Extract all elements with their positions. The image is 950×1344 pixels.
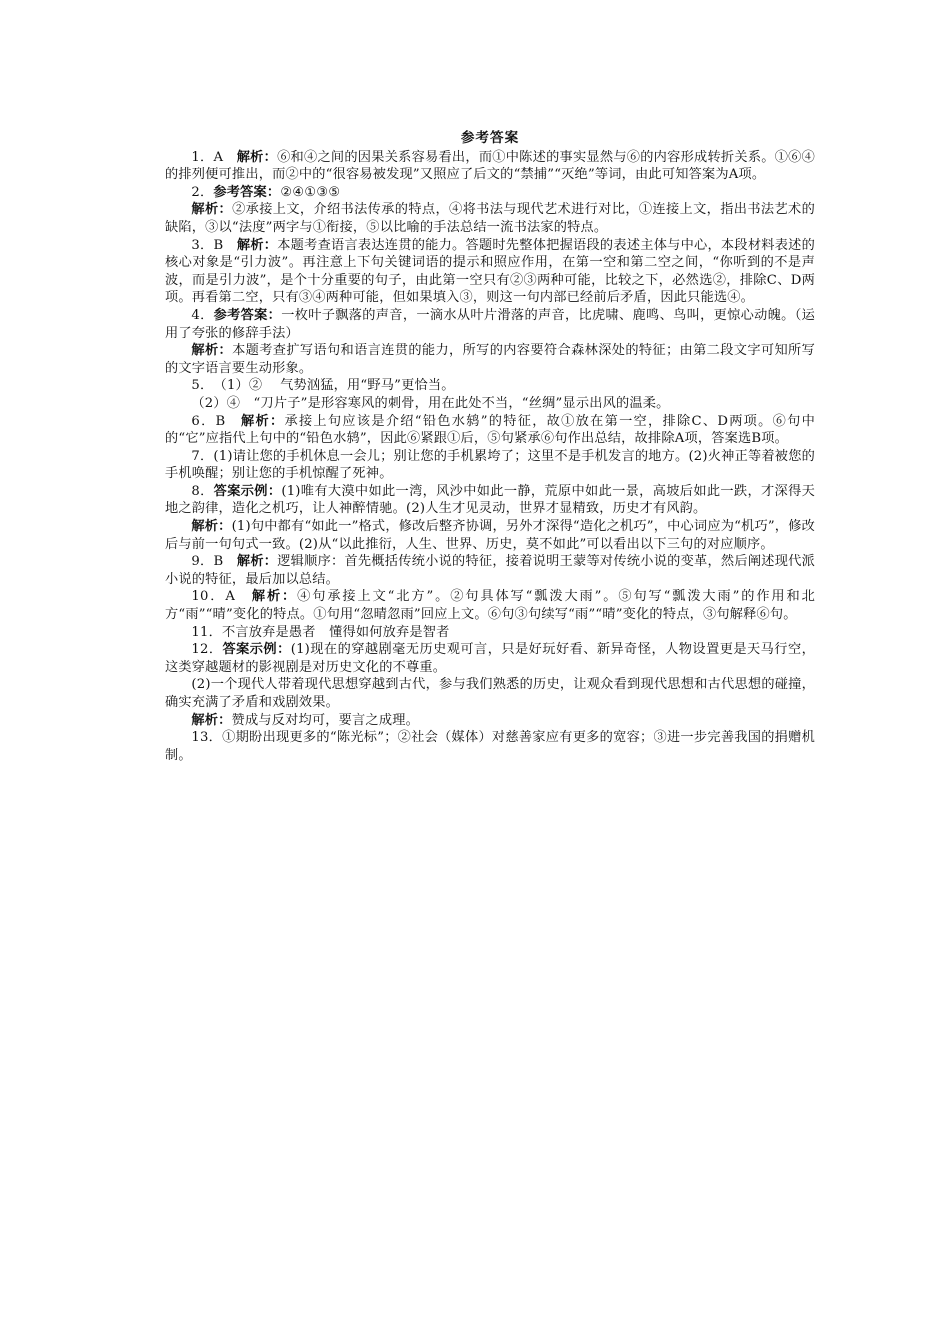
item-number: 10．A bbox=[191, 589, 252, 605]
item-text: （1）② 气势汹猛，用“野马”更恰当。 bbox=[220, 378, 455, 394]
answer-list bbox=[165, 149, 815, 765]
item-text: 一枚叶子飘落的声音，一滴水从叶片滑落的声音，比虎啸、鹿鸣、鸟叫，更惊心动魄。（运用了夸张的修辞手法） bbox=[165, 307, 816, 341]
item-text: ①期盼出现更多的“陈光标”；②社会（媒体）对慈善家应有更多的宽容；③进一步完善我国的捐赠机制。 bbox=[165, 730, 815, 763]
answer-item bbox=[165, 201, 815, 236]
item-number: 9．B bbox=[191, 554, 237, 570]
item-text: （2）④ “刀片子”是形容寒风的刺骨，用在此处不当，“丝绸”显示出风的温柔。 bbox=[191, 395, 670, 411]
answer-item bbox=[165, 729, 815, 764]
item-number: 7． bbox=[191, 448, 214, 464]
item-label: 答案示例： bbox=[213, 483, 282, 499]
answer-item bbox=[165, 641, 815, 676]
item-text: (1)句中都有“如此一”格式，修改后整齐协调，另外才深得“造化之机巧”，中心词应为“机巧”，修改后与前一句句式一致。(2)从“以此推衍，人生、世界、历史，莫不如此”可以看出以下三句的对应顺序。 bbox=[165, 519, 815, 552]
item-number: 11． bbox=[191, 624, 222, 640]
item-text: 本题考查扩写语句和语言连贯的能力，所写的内容要符合森林深处的特征；由第二段文字可知所写的文字语言要生动形象。 bbox=[165, 343, 815, 376]
item-text: 赞成与反对均可，要言之成理。 bbox=[231, 712, 419, 728]
item-label: 解析： bbox=[191, 202, 233, 218]
item-number: 12． bbox=[191, 642, 223, 658]
item-number: 3．B bbox=[191, 237, 237, 253]
item-number: 6．B bbox=[191, 413, 242, 429]
item-text: (2)一个现代人带着现代思想穿越到古代，参与我们熟悉的历史，让观众看到现代思想和古代思想的碰撞，确实充满了矛盾和戏剧效果。 bbox=[165, 677, 815, 710]
item-text: (1)现在的穿越剧毫无历史观可言，只是好玩好看、新异奇怪，人物设置更是天马行空，这类穿越题材的影视剧是对历史文化的不尊重。 bbox=[165, 642, 815, 675]
item-text: ④句承接上文“北方”。②句具体写“瓢泼大雨”。⑤句写“瓢泼大雨”的作用和北方“雨”“晴”变化的特点。①句用“忽晴忽雨”回应上文。⑥句③句续写“雨”“晴”变化的特点，③句解释⑥句。 bbox=[165, 589, 815, 623]
answer-item bbox=[165, 237, 815, 307]
item-text: 逻辑顺序：首先概括传统小说的特征，接着说明王蒙等对传统小说的变革，然后阐述现代派小说的特征，最后加以总结。 bbox=[165, 554, 815, 587]
item-number: 8． bbox=[191, 483, 214, 499]
answer-item bbox=[165, 518, 815, 553]
item-label: 解析： bbox=[191, 343, 233, 359]
answer-item bbox=[165, 676, 815, 711]
item-text: (1)请让您的手机休息一会儿；别让您的手机累垮了；这里不是手机发言的地方。(2)火神正等着被您的手机唤醒；别让您的手机惊醒了死神。 bbox=[165, 448, 815, 482]
answer-item bbox=[165, 149, 815, 184]
answer-document bbox=[165, 130, 815, 764]
answer-item bbox=[165, 448, 815, 483]
answer-item bbox=[165, 307, 815, 342]
answer-item bbox=[165, 342, 815, 377]
answer-item bbox=[165, 413, 815, 448]
item-label: 解析： bbox=[236, 554, 278, 570]
item-number: 1．A bbox=[191, 149, 237, 165]
item-text: 不言放弃是愚者 懂得如何放弃是智者 bbox=[221, 624, 450, 640]
item-label: 解析： bbox=[236, 149, 278, 165]
item-label: 解析： bbox=[241, 413, 285, 429]
item-label: 解析： bbox=[251, 589, 298, 605]
item-label: 解析： bbox=[191, 712, 232, 728]
item-number: 4． bbox=[191, 307, 214, 323]
item-text: ②承接上文，介绍书法传承的特点，④将书法与现代艺术进行对比，①连接上文，指出书法艺术的缺陷，③以“法度”两字与①衔接，⑤以比喻的手法总结一流书法家的特点。 bbox=[165, 202, 815, 235]
item-number: 13． bbox=[191, 730, 223, 746]
page-title: 参考答案 bbox=[460, 130, 520, 146]
item-number: 5． bbox=[191, 378, 221, 394]
item-text: (1)唯有大漠中如此一湾，风沙中如此一静，荒原中如此一景，高坡后如此一跌，才深得天地之韵律，造化之机巧，让人神醉情驰。(2)人生才见灵动，世界才显精致，历史才有风韵。 bbox=[165, 483, 815, 517]
item-label: 参考答案： bbox=[213, 184, 281, 200]
item-label: 解析： bbox=[236, 237, 278, 253]
item-number: 2． bbox=[191, 184, 214, 200]
item-text: 本题考查语言表达连贯的能力。答题时先整体把握语段的表述主体与中心，本段材料表述的核心对象是“引力波”。再注意上下句关键词语的提示和照应作用，在第一空和第二空之间，“你听到的不是声波，而是引力波”，是个十分重要的句子，由此第一空只有②③两种可能，比较之下，必然选②，排除C、D两项。再看第二空，只有③④两种可能，但如果填入③，则这一句内部已经前后矛盾，因此只能选④。 bbox=[165, 237, 815, 306]
answer-item bbox=[165, 588, 815, 623]
item-text: ②④①③⑤ bbox=[280, 184, 341, 200]
item-label: 参考答案： bbox=[213, 307, 282, 323]
item-label: 解析： bbox=[191, 519, 232, 535]
answer-item bbox=[165, 395, 815, 413]
answer-item bbox=[165, 483, 815, 518]
item-text: 承接上句应该是介绍“铅色水鸫”的特征，故①放在第一空，排除C、D两项。⑥句中的“它”应指代上句中的“铅色水鸫”，因此⑥紧跟①后，⑤句紧承⑥句作出总结，故排除A项，答案选B项。 bbox=[165, 413, 815, 447]
item-label: 答案示例： bbox=[222, 642, 291, 658]
answer-item bbox=[165, 624, 815, 642]
item-text: ⑥和④之间的因果关系容易看出，而①中陈述的事实显然与⑥的内容形成转折关系。①⑥④的排列便可推出，而②中的“很容易被发现”又照应了后文的“禁捕”“灭绝”等词，由此可知答案为A项。 bbox=[165, 149, 816, 183]
answer-item bbox=[165, 712, 815, 730]
answer-item bbox=[165, 184, 815, 202]
answer-item bbox=[165, 377, 815, 395]
answer-item bbox=[165, 553, 815, 588]
